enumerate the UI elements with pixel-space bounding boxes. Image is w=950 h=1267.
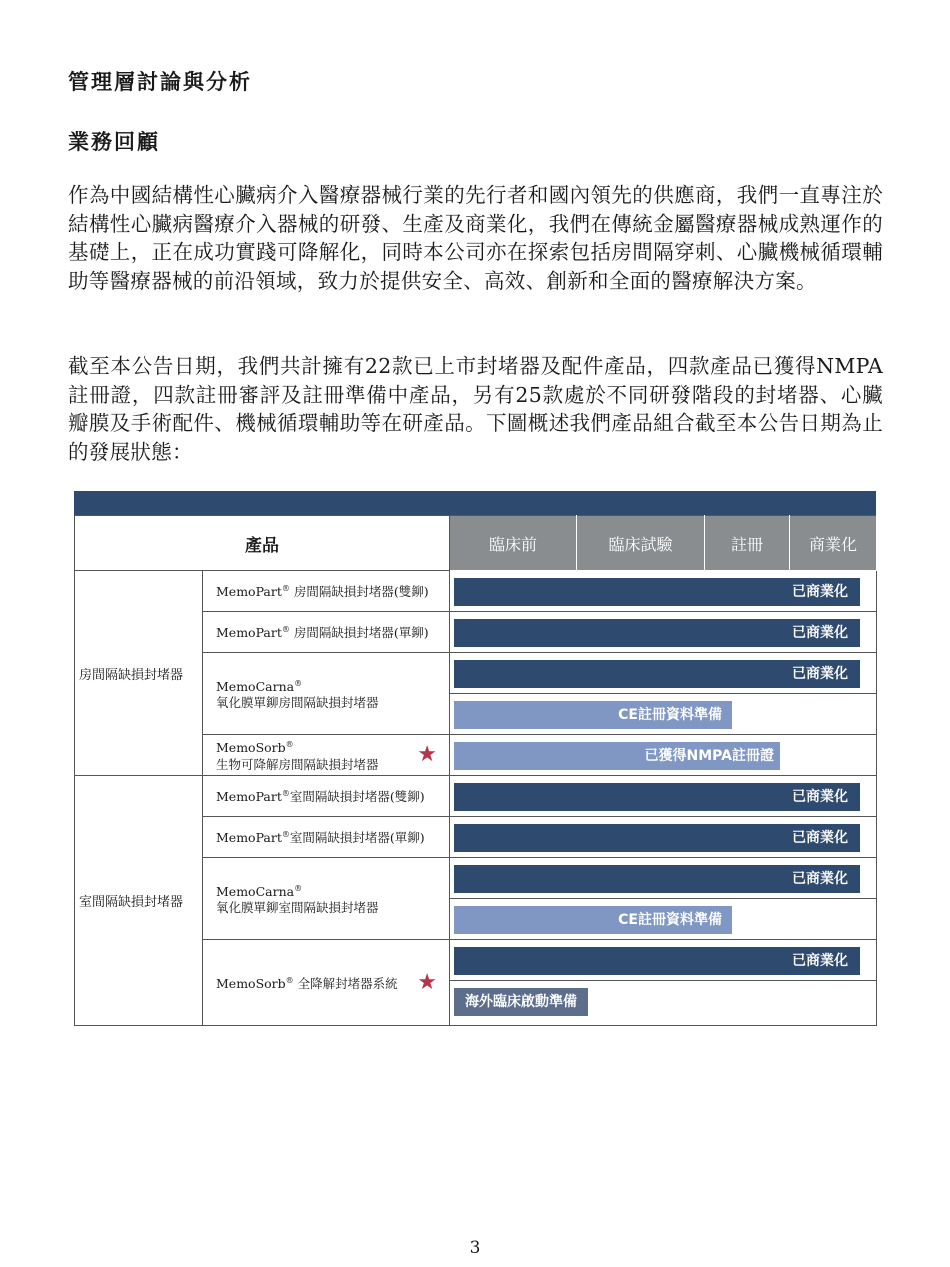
status-cell xyxy=(450,899,877,940)
status-cell xyxy=(450,981,877,1026)
category-vsd: 室間隔缺損封堵器 xyxy=(75,776,203,1026)
header-stage-registration: 註冊 xyxy=(705,516,790,571)
status-bar-commercialized: 已商業化 xyxy=(454,865,860,893)
status-cell xyxy=(450,653,877,694)
header-stage-commercial: 商業化 xyxy=(790,516,877,571)
product-pipeline-table xyxy=(74,491,876,1026)
status-bar-commercialized: 已商業化 xyxy=(454,578,860,606)
status-bar-commercialized: 已商業化 xyxy=(454,660,860,688)
status-bar-overseas-prep: 海外臨床啟動準備 xyxy=(454,988,588,1016)
status-bar-ce-prep: CE註冊資料準備 xyxy=(454,906,732,934)
product-vsd-carna: MemoCarna® 氧化膜單鉚室間隔缺損封堵器 xyxy=(203,858,450,940)
star-icon: ★ xyxy=(417,969,437,995)
table-top-bar xyxy=(74,491,876,515)
paragraph-portfolio: 截至本公告日期，我們共計擁有22款已上市封堵器及配件產品，四款產品已獲得NMPA註冊證，四款註冊審評及註冊準備中產品，另有25款處於不同研發階段的封堵器、心臟瓣膜及手術配件、機械循環輔助等在研產品。下圖概述我們產品組合截至本公告日期為止的發展狀態： xyxy=(68,354,883,464)
page-title: 管理層討論與分析 xyxy=(68,70,252,94)
product-vsd-single: MemoPart®室間隔缺損封堵器(單鉚) xyxy=(203,817,450,858)
status-cell xyxy=(450,940,877,981)
star-icon: ★ xyxy=(417,742,437,767)
header-product: 產品 xyxy=(75,516,450,571)
header-stage-clinical: 臨床試驗 xyxy=(577,516,705,571)
product-asd-single: MemoPart® 房間隔缺損封堵器(單鉚) xyxy=(203,612,450,653)
status-cell xyxy=(450,694,877,735)
product-asd-double: MemoPart® 房間隔缺損封堵器(雙鉚) xyxy=(203,571,450,612)
status-cell xyxy=(450,776,877,817)
status-cell xyxy=(450,817,877,858)
product-asd-sorb: MemoSorb® 生物可降解房間隔缺損封堵器 ★ xyxy=(203,735,450,776)
status-cell xyxy=(450,571,877,612)
paragraph-intro: 作為中國結構性心臟病介入醫療器械行業的先行者和國內領先的供應商，我們一直專注於結構性心臟病醫療介入器械的研發、生產及商業化，我們在傳統金屬醫療器械成熟運作的基礎上，正在成功實踐可降解化，同時本公司亦在探索包括房間隔穿刺、心臟機械循環輔助等醫療器械的前沿領域，致力於提供安全、高效、創新和全面的醫療解決方案。 xyxy=(68,183,883,293)
status-bar-commercialized: 已商業化 xyxy=(454,824,860,852)
header-stage-preclinical: 臨床前 xyxy=(450,516,577,571)
category-asd: 房間隔缺損封堵器 xyxy=(75,571,203,776)
page-number: 3 xyxy=(469,1238,481,1258)
product-asd-carna: MemoCarna® 氧化膜單鉚房間隔缺損封堵器 xyxy=(203,653,450,735)
status-cell xyxy=(450,735,877,776)
product-vsd-sorb: MemoSorb® 全降解封堵器系統 ★ xyxy=(203,940,450,1026)
product-vsd-double: MemoPart®室間隔缺損封堵器(雙鉚) xyxy=(203,776,450,817)
status-cell xyxy=(450,858,877,899)
section-heading: 業務回顧 xyxy=(68,130,160,154)
status-bar-commercialized: 已商業化 xyxy=(454,947,860,975)
status-bar-ce-prep: CE註冊資料準備 xyxy=(454,701,732,729)
status-bar-nmpa-obtained: 已獲得NMPA註冊證 xyxy=(454,742,780,770)
status-cell xyxy=(450,612,877,653)
status-bar-commercialized: 已商業化 xyxy=(454,783,860,811)
status-bar-commercialized: 已商業化 xyxy=(454,619,860,647)
